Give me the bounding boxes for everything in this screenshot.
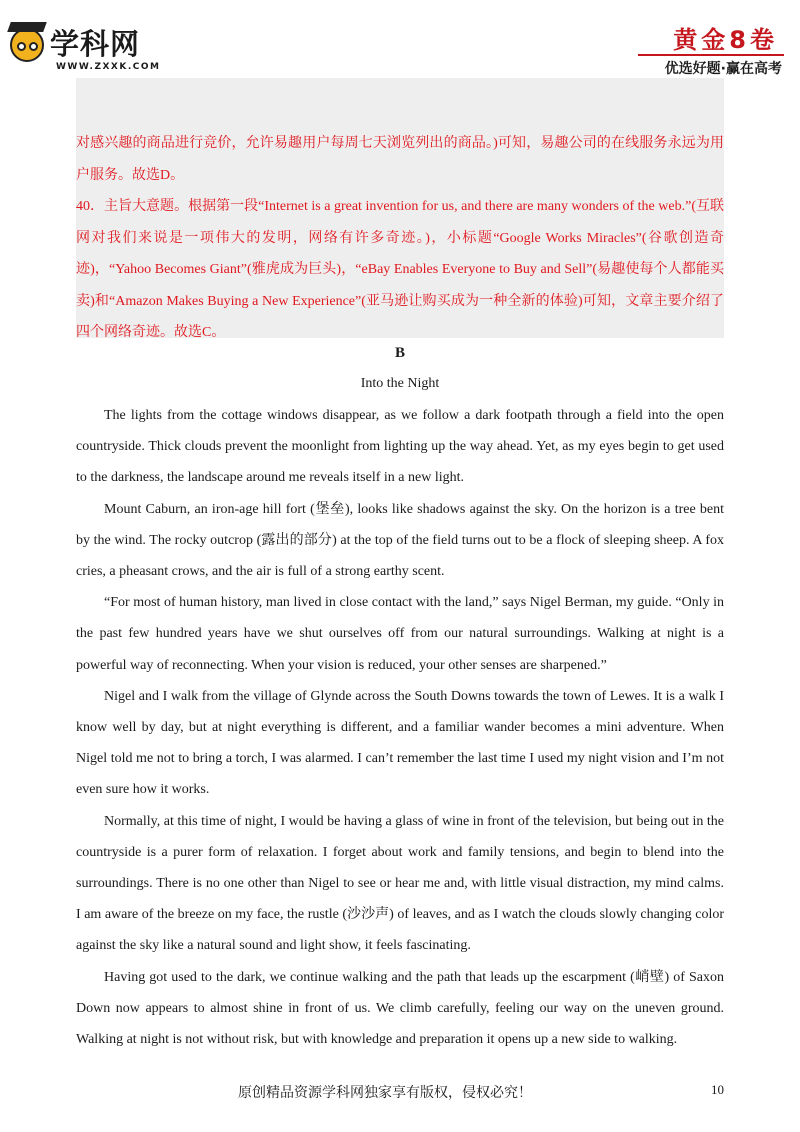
badge-slogan: 优选好题·赢在高考 — [664, 61, 782, 77]
reading-passage — [76, 400, 724, 1055]
logo-url: WWW.ZXXK.COM — [56, 62, 161, 72]
series-badge — [634, 20, 784, 77]
section-letter: B — [394, 345, 405, 361]
page-header — [0, 0, 800, 80]
answer-text — [76, 128, 724, 349]
passage-paragraph: “For most of human history, man lived in close contact with the land,” says Nigel Berman, my guide. “Only in the past few hundred years have we shut ourselves off from our natural surroundings. Walking at night is a powerful way of reconnecting. When your vision is reduced, your other senses are sharpened.” — [76, 595, 724, 673]
passage-paragraph: Having got used to the dark, we continue walking and the path that leads up the escarpment (峭壁) of Saxon Down now appears to almost shine in front of us. We climb carefully, feeling our way on the uneven ground. Walking at night is not without risk, but with knowledge and preparation it opens up a new side to walking. — [76, 969, 724, 1048]
copyright-footer: 原创精品资源学科网独家享有版权，侵权必究！ — [238, 1086, 532, 1101]
passage-title: Into the Night — [360, 376, 440, 391]
answer-paragraph: 对感兴趣的商品进行竞价，允许易趣用户每周七天浏览列出的商品。)可知，易趣公司的在线服务永远为用户服务。故选D。 — [76, 136, 724, 183]
page-number: 10 — [711, 1082, 724, 1097]
passage-paragraph: Normally, at this time of night, I would be having a glass of wine in front of the television, but being out in the countryside is a purer form of relaxation. I forget about work and family tensions, and begin to blend into the surroundings. There is no one other than Nigel to see or hear me and, with little visual distraction, my mind calms. I am aware of the breeze on my face, the rustle (沙沙声) of leaves, and as I watch the clouds slowly changing color against the sky like a natural sound and light show, it feels fascinating. — [76, 813, 724, 954]
badge-title: 黄金8卷 — [673, 26, 778, 54]
passage-paragraph: Nigel and I walk from the village of Glynde across the South Downs towards the town of Lewes. It is a walk I know well by day, but at night everything is different, and a familiar wander becomes a mini adventure. When Nigel told me not to bring a torch, I was alarmed. I can’t remember the last time I used my night vision and I’m not even sure how it works. — [76, 688, 724, 798]
owl-logo-icon — [10, 28, 44, 62]
passage-paragraph: The lights from the cottage windows disappear, as we follow a dark footpath through a field into the open countryside. Thick clouds prevent the moonlight from lighting up the way ahead. Yet, as my eyes begin to get used to the darkness, the landscape around me reveals itself in a new light. — [76, 408, 724, 486]
logo-title: 学科网 — [50, 27, 141, 61]
site-logo[interactable] — [10, 22, 160, 78]
passage-paragraph: Mount Caburn, an iron-age hill fort (堡垒), looks like shadows against the sky. On the horizon is a tree bent by the wind. The rocky outcrop (露出的部分) at the top of the field turns out to be a flock of sleeping sheep. A fox cries, a pheasant crows, and the air is full of a strong earthy scent. — [76, 501, 724, 580]
answer-paragraph: 40．主旨大意题。根据第一段“Internet is a great invention for us, and there are many wonders of the web.”(互联网对我们来说是一项伟大的发明，网络有许多奇迹。)，小标题“Google Works Miracles”(谷歌创造奇迹)，“Yahoo Becomes Giant”(雅虎成为巨头)，“eBay Enables Everyone to Buy and Sell”(易趣使每个人都能买卖)和“Amazon Makes Buying a New Experience”(亚马逊让购买成为一种全新的体验)可知，文章主要介绍了四个网络奇迹。故选C。 — [76, 199, 724, 340]
badge-divider — [638, 54, 784, 56]
answer-explanation-box — [76, 78, 724, 338]
